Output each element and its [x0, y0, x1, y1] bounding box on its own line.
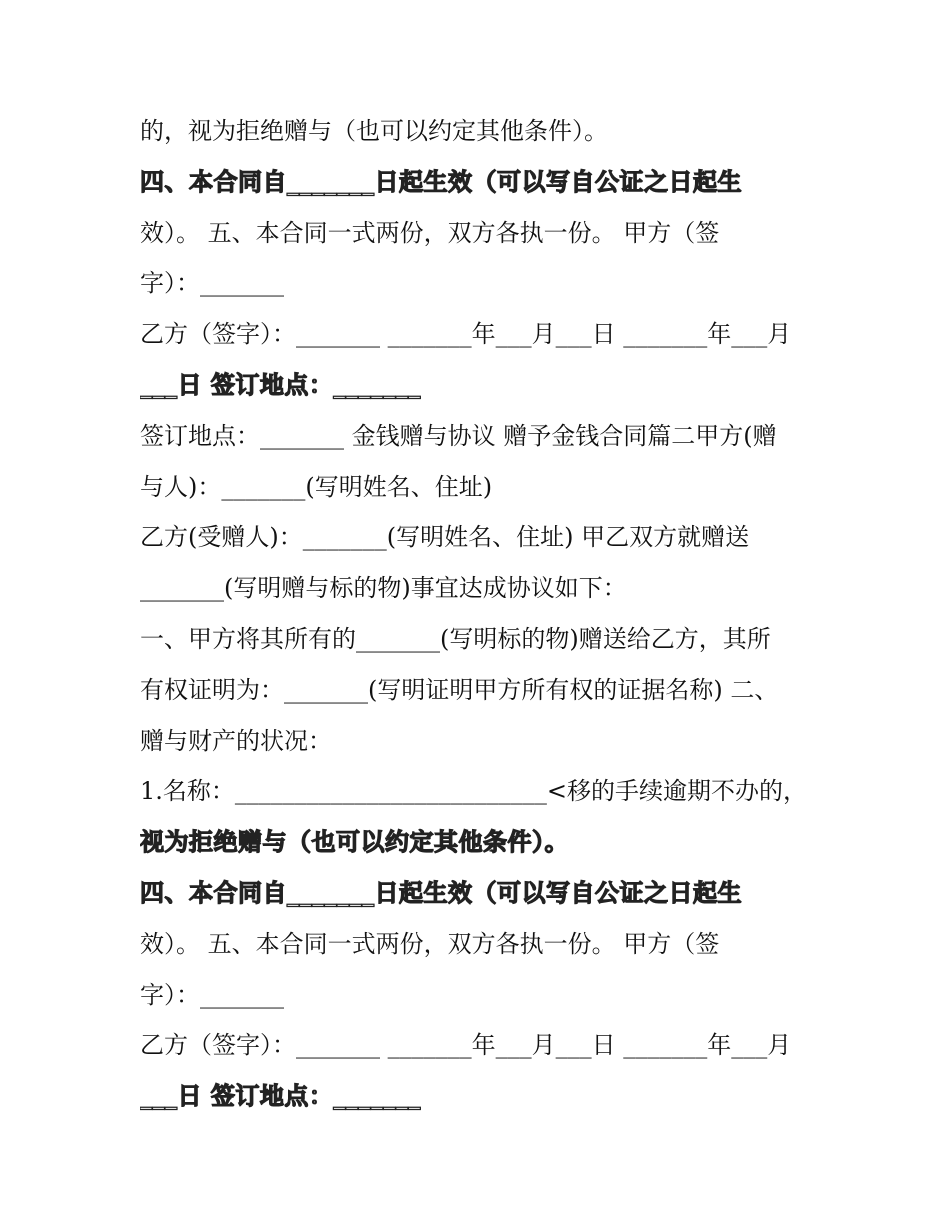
text-line: 字）：_______	[140, 269, 284, 298]
text-line: 字）：_______	[140, 980, 284, 1009]
text-line: 一、甲方将其所有的_______(写明标的物)赠送给乙方，其所	[140, 624, 771, 653]
text-line: ___日 签订地点：_______	[140, 1082, 421, 1111]
text-line: 赠与财产的状况：	[140, 726, 332, 755]
text-line: 效）。 五、本合同一式两份，双方各执一份。 甲方（签	[140, 929, 720, 958]
text-line: 效）。 五、本合同一式两份，双方各执一份。 甲方（签	[140, 218, 720, 247]
text-line: 签订地点：_______ 金钱赠与协议 赠予金钱合同篇二甲方(赠	[140, 421, 777, 450]
text-line: 有权证明为：_______(写明证明甲方所有权的证据名称) 二、	[140, 675, 779, 704]
text-line: 的，视为拒绝赠与（也可以约定其他条件）。	[140, 117, 608, 145]
text-line: 四、本合同自_______日起生效（可以写自公证之日起生	[140, 878, 742, 907]
text-line: 与人)：_______(写明姓名、住址)	[140, 472, 493, 501]
text-line: _______(写明赠与标的物)事宜达成协议如下：	[140, 574, 627, 603]
document-body	[140, 106, 820, 1122]
text-line: 乙方（签字）：_______ _______年___月___日 _______年___月	[140, 320, 792, 349]
text-line: 乙方(受赠人)：_______(写明姓名、住址) 甲乙双方就赠送	[140, 523, 750, 552]
text-line: 乙方（签字）：_______ _______年___月___日 _______年___月	[140, 1031, 792, 1060]
text-line: 四、本合同自_______日起生效（可以写自公证之日起生	[140, 167, 742, 196]
text-line: 视为拒绝赠与（也可以约定其他条件）。	[140, 828, 569, 857]
text-line: ___日 签订地点：_______	[140, 370, 421, 399]
text-line: 1.名称：__________________________<移的手续逾期不办的，	[140, 777, 808, 806]
